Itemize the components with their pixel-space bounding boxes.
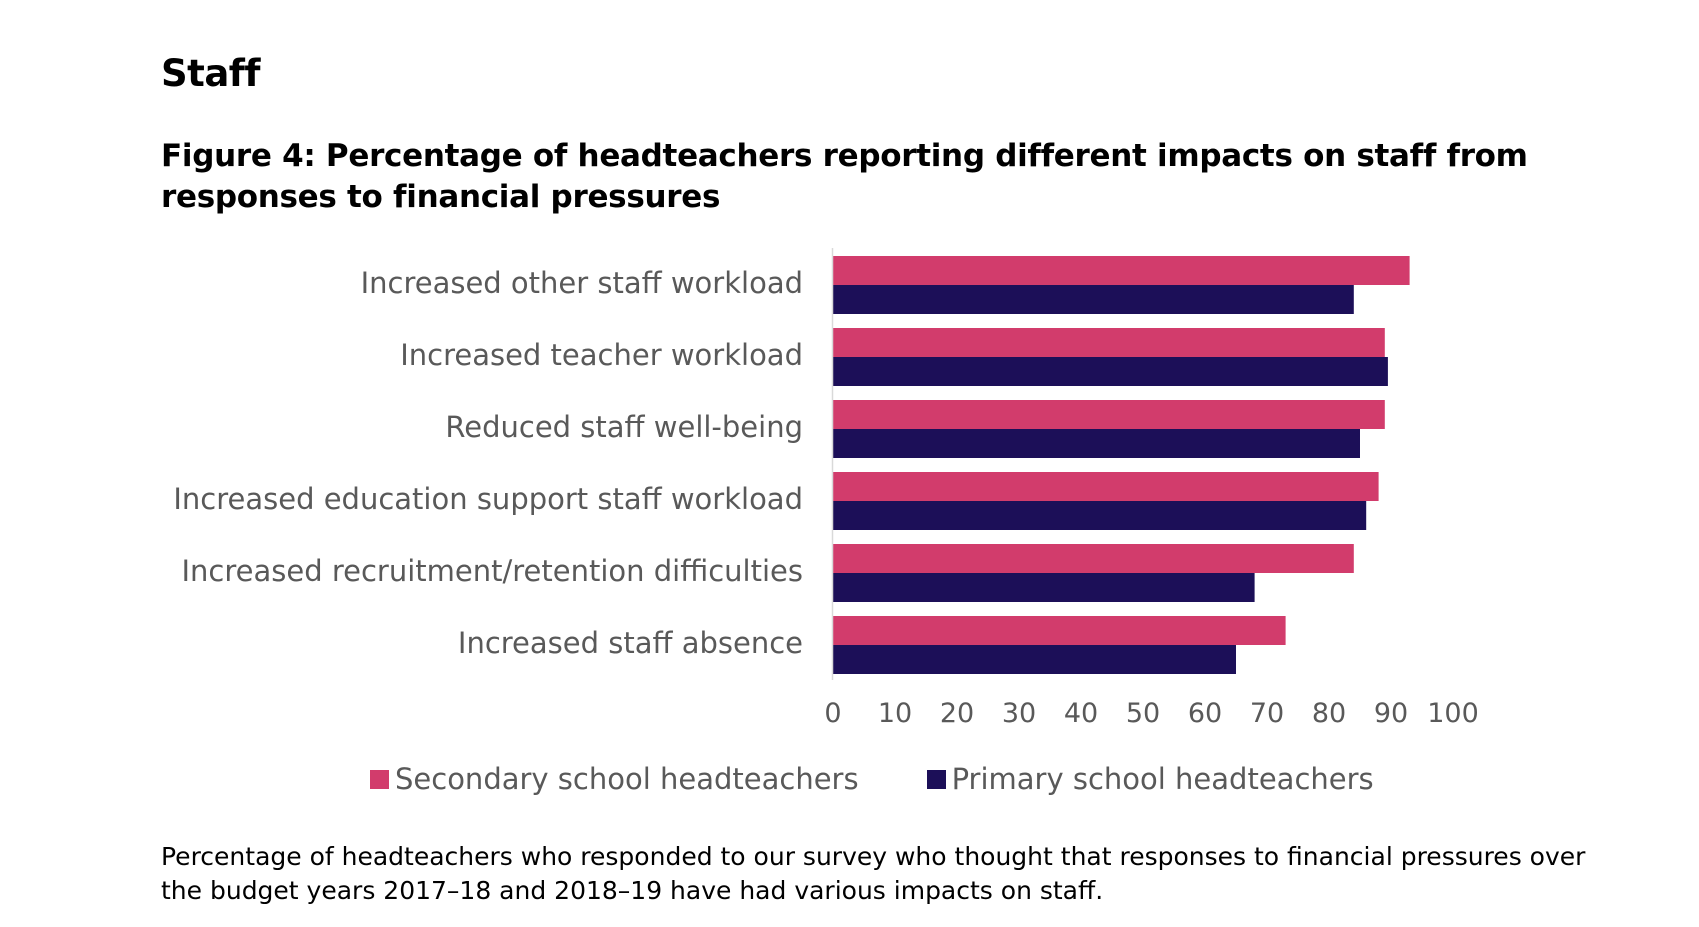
bar-primary-1 — [833, 357, 1388, 386]
x-tick-label: 80 — [1311, 698, 1347, 729]
category-label: Increased teacher workload — [400, 338, 803, 372]
section-heading: Staff — [161, 52, 260, 95]
legend-item-primary — [927, 762, 1374, 796]
x-tick-label: 10 — [877, 698, 913, 729]
bar-primary-3 — [833, 501, 1366, 530]
category-label: Increased other staff workload — [360, 266, 803, 300]
x-tick-label: 20 — [939, 698, 975, 729]
legend-swatch-primary — [927, 770, 946, 789]
bar-primary-2 — [833, 429, 1360, 458]
x-tick-label: 100 — [1427, 698, 1479, 729]
figure-caption: Percentage of headteachers who responded to our survey who thought that responses to financial pressures over the budget years 2017–18 and 2018–19 have had various impacts on staff. — [161, 842, 1586, 905]
category-label: Increased recruitment/retention difficulties — [181, 554, 803, 588]
bar-secondary-1 — [833, 328, 1385, 357]
legend-swatch-secondary — [370, 770, 389, 789]
bar-secondary-3 — [833, 472, 1379, 501]
legend-label-secondary: Secondary school headteachers — [395, 762, 859, 796]
bar-primary-0 — [833, 285, 1354, 314]
x-tick-label: 90 — [1373, 698, 1409, 729]
bar-secondary-4 — [833, 544, 1354, 573]
bar-secondary-5 — [833, 616, 1286, 645]
legend-item-secondary — [370, 762, 859, 796]
x-tick-label: 60 — [1187, 698, 1223, 729]
category-label: Reduced staff well-being — [445, 410, 803, 444]
x-tick-label: 30 — [1001, 698, 1037, 729]
legend-label-primary: Primary school headteachers — [951, 762, 1374, 796]
bar-primary-5 — [833, 645, 1236, 674]
bar-primary-4 — [833, 573, 1255, 602]
x-tick-label: 50 — [1125, 698, 1161, 729]
x-tick-label: 0 — [824, 698, 842, 729]
bar-secondary-0 — [833, 256, 1410, 285]
x-tick-label: 70 — [1249, 698, 1285, 729]
bar-secondary-2 — [833, 400, 1385, 429]
category-label: Increased education support staff workload — [173, 482, 803, 516]
category-label: Increased staff absence — [457, 626, 803, 660]
figure-title: Figure 4: Percentage of headteachers reporting different impacts on staff from responses to financial pressures — [161, 138, 1528, 215]
x-tick-label: 40 — [1063, 698, 1099, 729]
chart-legend — [370, 762, 1442, 796]
